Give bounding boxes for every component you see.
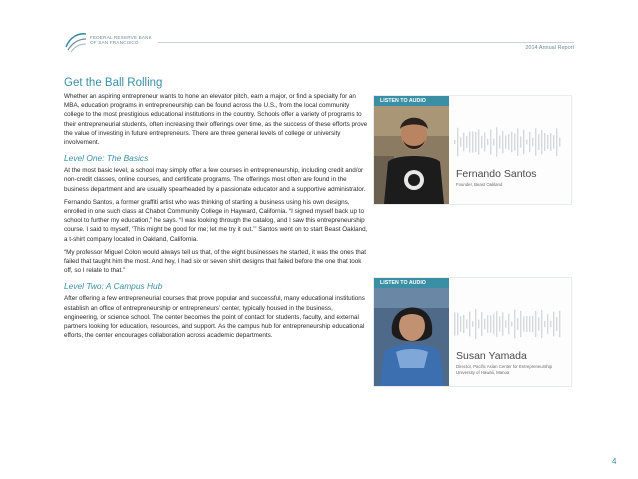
waveform-bar	[523, 130, 524, 155]
waveform-bar	[520, 311, 521, 337]
waveform-bar	[514, 133, 515, 150]
waveform-bar	[469, 132, 470, 153]
waveform-bar	[526, 140, 527, 145]
audio-card-susan-yamada[interactable]	[373, 277, 572, 387]
waveform-bar	[502, 312, 503, 336]
waveform-bar	[478, 320, 479, 329]
waveform-bar	[478, 129, 479, 154]
waveform-bar	[487, 315, 488, 332]
level-one-paragraph-3: “My professor Miguel Colon would always tell us that, of the eight businesses he started, it was the ones that failed that taught him the most. And hey, I had six or seven shirt designs that failed before the one that took off, so I relate to that.”	[64, 248, 367, 275]
waveform-bar	[472, 321, 473, 327]
waveform-bar	[508, 314, 509, 334]
article-title: Get the Ball Rolling	[64, 77, 163, 89]
waveform-bar	[511, 322, 512, 327]
waveform-bar	[472, 131, 473, 152]
waveform-bar	[463, 315, 464, 333]
waveform-bar	[526, 316, 527, 332]
audio-waveform-icon	[454, 306, 564, 342]
waveform-bar	[469, 312, 470, 337]
speaker-title: Director, Pacific Asian Center for Entrepreneurship University of Hawaii, Manoa	[456, 364, 553, 375]
waveform-bar	[484, 319, 485, 330]
waveform-bar	[493, 139, 494, 146]
waveform-bar	[505, 320, 506, 327]
waveform-bar	[559, 138, 560, 147]
waveform-bar	[541, 310, 542, 338]
waveform-bar	[547, 135, 548, 149]
waveform-bar	[508, 134, 509, 150]
level-one-paragraph-2: Fernando Santos, a former graffiti artist who was thinking of starting a business using his own designs, enrolled in one such class at Chabot Community College in Hayward, California. “I signed myself back up to school to further my education,” he says. “I was looking through the catalog, and I saw this entrepreneurship course. I said to myself, ‘This might be good for me; let me try it out.’” Santos went on to start Beast Oakland, a t-shirt company located in Oakland, California.	[64, 198, 368, 243]
waveform-bar	[475, 132, 476, 152]
waveform-bar	[505, 135, 506, 148]
waveform-bar	[523, 316, 524, 331]
waveform-bar	[559, 311, 560, 337]
waveform-bar	[514, 310, 515, 338]
waveform-bar	[466, 319, 467, 328]
audio-waveform-icon	[454, 124, 564, 160]
waveform-bar	[511, 132, 512, 152]
waveform-bar	[532, 138, 533, 147]
waveform-bar	[460, 316, 461, 332]
level-two-paragraph-1: After offering a few entrepreneurial courses that prove popular and successful, many educational institutions establish an office of entrepreneurship or entrepreneurs’ center, typically housed in the business, engineering, or science school. The center becomes the point of contact for students, faculty, and external partners looking for education, resources, and support. As the campus hub for entrepreneurship educational efforts, the center encourages collaboration across academic departments.	[64, 295, 365, 340]
waveform-bar	[466, 136, 467, 148]
waveform-bar	[529, 132, 530, 152]
waveform-bar	[490, 129, 491, 154]
federal-reserve-swoosh-icon	[64, 31, 88, 53]
waveform-bar	[556, 317, 557, 331]
waveform-bar	[541, 130, 542, 154]
waveform-bar	[550, 321, 551, 327]
waveform-bar	[550, 133, 551, 151]
waveform-bar	[463, 133, 464, 152]
waveform-bar	[493, 314, 494, 335]
speaker-photo	[374, 278, 449, 386]
level-two-heading: Level Two: A Campus Hub	[64, 281, 163, 292]
waveform-bar	[538, 134, 539, 150]
waveform-bar	[529, 316, 530, 332]
frbsf-logo	[64, 30, 184, 56]
waveform-bar	[517, 128, 518, 156]
header-rule	[158, 42, 574, 43]
waveform-bar	[553, 312, 554, 337]
org-line-2: OF SAN FRANCISCO	[90, 40, 139, 46]
waveform-bar	[454, 312, 455, 335]
waveform-bar	[502, 131, 503, 153]
intro-paragraph: Whether an aspiring entrepreneur wants to hone an elevator pitch, earn a major, or find a specialty for an MBA, education programs in entrepreneurship can be found across the U.S., from the local community college to the most prestigious educational institutions in the country. Schools offer a variety of programs to their entrepreneurial students, often increasing their offerings over time, as the success of these efforts prove the value of investing in future entrepreneurs. There are three general levels of college or university involvement.	[64, 93, 368, 147]
waveform-bar	[475, 309, 476, 339]
waveform-bar	[535, 128, 536, 155]
waveform-bar	[481, 312, 482, 336]
waveform-bar	[544, 133, 545, 151]
waveform-bar	[553, 135, 554, 148]
audio-card-fernando-santos[interactable]	[373, 95, 572, 205]
waveform-bar	[484, 132, 485, 151]
waveform-bar	[556, 128, 557, 156]
report-label: 2014 Annual Report	[525, 45, 574, 51]
waveform-bar	[544, 321, 545, 327]
level-one-paragraph-1: At the most basic level, a school may simply offer a few courses in entrepreneurship, including credit and/or non-credit classes, online courses, and certificate programs. The offerings most often are found in the business department and are usually spearheaded by a passionate educator and a supportive administrator.	[64, 167, 366, 193]
waveform-bar	[487, 139, 488, 145]
waveform-bar	[454, 140, 455, 144]
speaker-photo	[374, 96, 449, 204]
waveform-bar	[499, 136, 500, 149]
level-one-heading: Level One: The Basics	[64, 153, 149, 164]
speaker-title: Founder, Beast Oakland	[456, 182, 503, 187]
waveform-bar	[499, 316, 500, 331]
speaker-name: Susan Yamada	[456, 350, 527, 362]
waveform-bar	[547, 314, 548, 333]
waveform-bar	[538, 317, 539, 330]
listen-to-audio-button[interactable]: LISTEN TO AUDIO	[374, 278, 449, 288]
waveform-bar	[481, 136, 482, 148]
waveform-bar	[457, 128, 458, 156]
page-number: 4	[612, 457, 617, 466]
speaker-name: Fernando Santos	[456, 168, 537, 180]
waveform-bar	[520, 136, 521, 147]
listen-to-audio-button[interactable]: LISTEN TO AUDIO	[374, 96, 449, 106]
page-header	[64, 30, 574, 56]
waveform-bar	[496, 311, 497, 336]
waveform-bar	[460, 137, 461, 146]
article-body	[64, 77, 369, 344]
waveform-bar	[457, 313, 458, 336]
org-name	[90, 35, 152, 46]
waveform-bar	[535, 311, 536, 337]
waveform-bar	[517, 318, 518, 330]
waveform-bar	[532, 316, 533, 333]
org-line-1: FEDERAL RESERVE BANK	[90, 35, 152, 40]
waveform-bar	[490, 315, 491, 333]
waveform-bar	[496, 127, 497, 156]
